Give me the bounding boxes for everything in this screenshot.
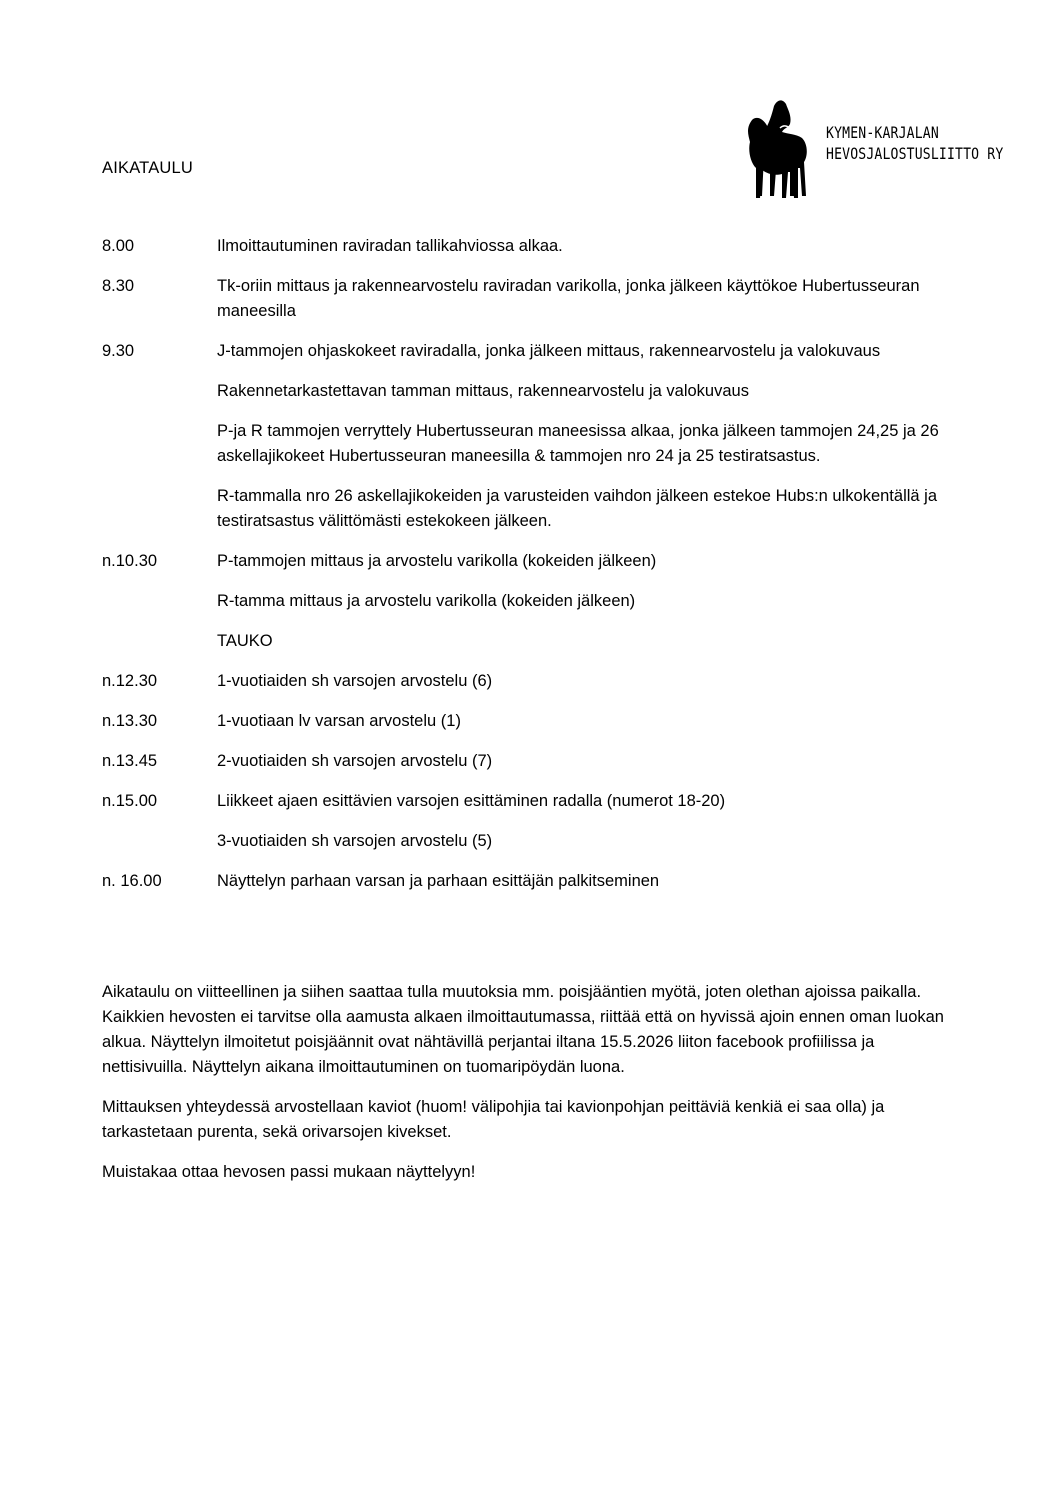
schedule-entry: P-ja R tammojen verryttely Hubertusseuran maneesissa alkaa, jonka jälkeen tammojen 24,25 ja 26 askellajikokeet Hubertusseuran maneesilla & tammojen nro 24 ja 25 testiratsastus.: [217, 422, 939, 465]
schedule-entry: Liikkeet ajaen esittävien varsojen esittäminen radalla (numerot 18-20): [217, 792, 726, 810]
schedule-time: n.13.45: [102, 752, 158, 770]
schedule-entries: [217, 669, 982, 694]
schedule-entry: 2-vuotiaiden sh varsojen arvostelu (7): [217, 752, 493, 770]
schedule-entry: Rakennetarkastettavan tamman mittaus, rakennearvostelu ja valokuvaus: [217, 382, 749, 400]
schedule-row: [102, 339, 982, 534]
organization-name-line2: HEVOSJALOSTUSLIITTO RY: [826, 144, 1004, 163]
organization-name-line1: KYMEN-KARJALAN: [826, 123, 939, 142]
notes-section: [102, 980, 962, 1200]
schedule-time: 9.30: [102, 342, 135, 360]
schedule-time: 8.00: [102, 237, 135, 255]
schedule-row: [102, 869, 982, 894]
schedule-row: [102, 234, 982, 259]
schedule-entry: 1-vuotiaan lv varsan arvostelu (1): [217, 712, 461, 730]
schedule-list: [102, 234, 982, 909]
schedule-time: n.12.30: [102, 672, 158, 690]
schedule-entry: 3-vuotiaiden sh varsojen arvostelu (5): [217, 832, 493, 850]
schedule-entry: Ilmoittautuminen raviradan tallikahviossa alkaa.: [217, 237, 563, 255]
schedule-time: n.13.30: [102, 712, 158, 730]
schedule-entries: [217, 339, 982, 534]
schedule-row: [102, 749, 982, 774]
schedule-time: n. 16.00: [102, 872, 162, 890]
schedule-entries: [217, 749, 982, 774]
schedule-row: [102, 274, 982, 324]
schedule-row: [102, 709, 982, 734]
schedule-time: n.15.00: [102, 792, 158, 810]
horses-icon: [744, 98, 816, 200]
note-paragraph: Aikataulu on viitteellinen ja siihen saattaa tulla muutoksia mm. poisjääntien myötä, joten olethan ajoissa paikalla. Kaikkien hevosten ei tarvitse olla aamusta alkaen ilmoittautumassa, riittää että on hyvissä ajoin ennen oman luokan alkua. Näyttelyn ilmoitetut poisjäännit ovat nähtävillä perjantai iltana 15.5.2026 liiton facebook profiilissa ja nettisivuilla. Näyttelyn aikana ilmoittautuminen on tuomaripöydän luona.: [102, 983, 944, 1076]
page-title: AIKATAULU: [102, 159, 194, 177]
schedule-entries: [217, 549, 982, 654]
schedule-entry: Tk-oriin mittaus ja rakennearvostelu raviradan varikolla, jonka jälkeen käyttökoe Hubertusseuran maneesilla: [217, 277, 920, 320]
schedule-entries: [217, 274, 982, 324]
schedule-entries: [217, 709, 982, 734]
schedule-entry: J-tammojen ohjaskokeet raviradalla, jonka jälkeen mittaus, rakennearvostelu ja valokuvaus: [217, 342, 881, 360]
schedule-entry: TAUKO: [217, 632, 273, 650]
note-paragraph: Mittauksen yhteydessä arvostellaan kaviot (huom! välipohjia tai kavionpohjan peittäviä kenkiä ei saa olla) ja tarkastetaan purenta, sekä orivarsojen kivekset.: [102, 1098, 885, 1141]
schedule-row: [102, 669, 982, 694]
note-paragraph: Muistakaa ottaa hevosen passi mukaan näyttelyyn!: [102, 1163, 476, 1181]
organization-name: [826, 122, 1003, 164]
schedule-row: [102, 789, 982, 854]
organization-logo: [744, 98, 1034, 200]
schedule-entry: Näyttelyn parhaan varsan ja parhaan esittäjän palkitseminen: [217, 872, 660, 890]
schedule-entry: R-tamma mittaus ja arvostelu varikolla (kokeiden jälkeen): [217, 592, 636, 610]
schedule-entries: [217, 869, 982, 894]
schedule-entries: [217, 234, 982, 259]
schedule-time: n.10.30: [102, 552, 158, 570]
schedule-entry: P-tammojen mittaus ja arvostelu varikolla (kokeiden jälkeen): [217, 552, 657, 570]
schedule-entry: R-tammalla nro 26 askellajikokeiden ja varusteiden vaihdon jälkeen estekoe Hubs:n ulkokentällä ja testiratsastus välittömästi estekokeen jälkeen.: [217, 487, 937, 530]
schedule-row: [102, 549, 982, 654]
schedule-time: 8.30: [102, 277, 135, 295]
schedule-entries: [217, 789, 982, 854]
schedule-entry: 1-vuotiaiden sh varsojen arvostelu (6): [217, 672, 493, 690]
